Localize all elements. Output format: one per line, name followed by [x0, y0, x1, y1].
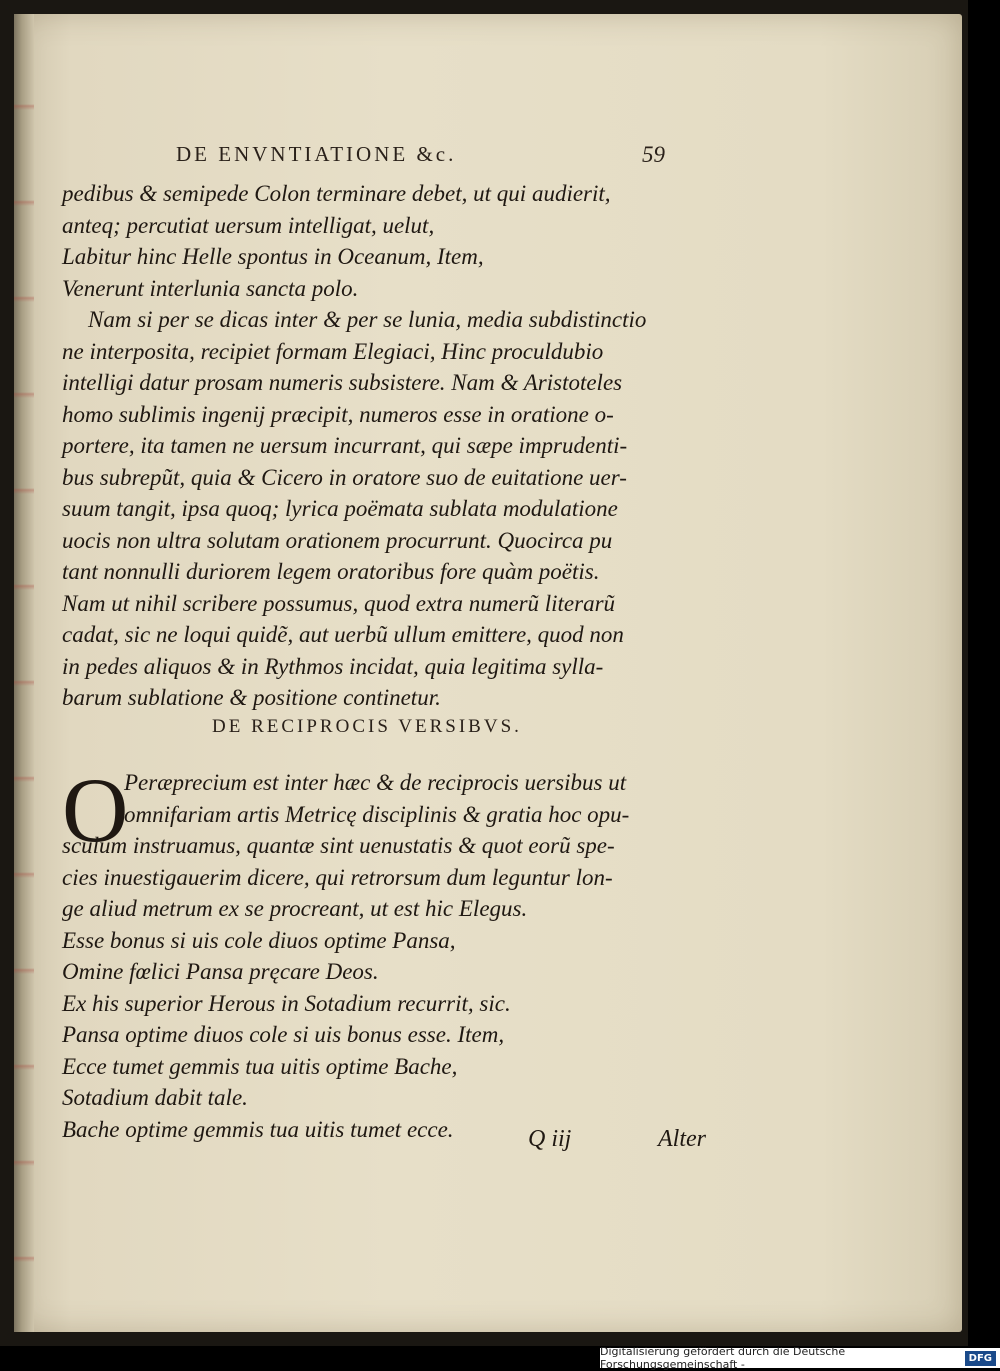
dfg-logo-icon: DFG: [965, 1351, 996, 1366]
verse-line: Ecce tumet gemmis tua uitis optime Bache,: [62, 1053, 458, 1079]
text-line: pedibus & semipede Colon terminare debet, ut qui audierit,: [62, 181, 611, 206]
verse-line: Pansa optime diuos cole si uis bonus esse. Item,: [62, 1022, 505, 1047]
gutter-flecks: [14, 14, 34, 1332]
drop-capital: O: [62, 759, 129, 861]
text-line: cadat, sic ne loqui quidẽ, aut uerbũ ullum emittere, quod non: [62, 622, 624, 647]
text-line: Peræprecium est inter hæc & de reciprocis uersibus ut: [124, 770, 627, 795]
verse-line: Omine fœlici Pansa pręcare Deos.: [62, 959, 379, 984]
body-text-block-1: [62, 178, 742, 714]
text-line: omnifariam artis Metricę disciplinis & gratia hoc opu-: [124, 801, 630, 827]
text-line: uocis non ultra solutam orationem procurrunt. Quocirca pu: [62, 527, 613, 553]
text-line: ne interposita, recipiet formam Elegiaci, Hinc proculdubio: [62, 338, 604, 364]
text-line: Ex his superior Herous in Sotadium recurrit, sic.: [62, 990, 511, 1016]
text-line: Nam si per se dicas inter & per se lunia, media subdistinctio: [88, 307, 647, 332]
text-line: suum tangit, ipsa quoq; lyrica poëmata sublata modulatione: [62, 496, 618, 521]
text-line: tant nonnulli duriorem legem oratoribus fore quàm poëtis.: [62, 559, 600, 584]
text-line: Nam ut nihil scribere possumus, quod extra numerũ literarũ: [62, 590, 616, 616]
text-line: Sotadium dabit tale.: [62, 1085, 248, 1110]
section-heading: DE RECIPROCIS VERSIBVS.: [212, 716, 522, 737]
catchword: Alter: [658, 1126, 706, 1152]
text-line: ge aliud metrum ex se procreant, ut est hic Elegus.: [62, 896, 528, 921]
digitization-footer: [600, 1345, 1000, 1371]
text-line: homo sublimis ingenij præcipit, numeros esse in oratione o-: [62, 401, 614, 427]
verse-line: Bache optime gemmis tua uitis tumet ecce.: [62, 1116, 454, 1142]
running-title: DE ENVNTIATIONE &c.: [176, 142, 457, 166]
body-text-block-2: [62, 759, 742, 1145]
text-line: portere, ita tamen ne uersum incurrant, qui sæpe imprudenti-: [62, 433, 628, 458]
text-line: cies inuestigauerim dicere, qui retrorsum dum leguntur lon-: [62, 864, 613, 890]
signature-mark: Q iij: [528, 1126, 572, 1152]
funding-credit: Digitalisierung gefördert durch die Deutsche Forschungsgemeinschaft -: [600, 1345, 846, 1371]
text-line: barum sublatione & positione continetur.: [62, 685, 441, 710]
text-line: sculum instruamus, quantæ sint uenustatis & quot eorũ spe-: [62, 833, 615, 858]
text-line: anteq; percutiat uersum intelligat, uelut,: [62, 212, 435, 238]
page-number: 59: [642, 142, 665, 167]
verse-line: Esse bonus si uis cole diuos optime Pansa,: [62, 927, 456, 953]
text-line: Venerunt interlunia sancta polo.: [62, 275, 359, 301]
text-line: in pedes aliquos & in Rythmos incidat, quia legitima sylla-: [62, 653, 604, 679]
text-line: intelligi datur prosam numeris subsistere. Nam & Aristoteles: [62, 370, 623, 395]
text-line: bus subrepũt, quia & Cicero in oratore suo de euitatione uer-: [62, 464, 627, 490]
text-line: Labitur hinc Helle spontus in Oceanum, Item,: [62, 244, 484, 269]
